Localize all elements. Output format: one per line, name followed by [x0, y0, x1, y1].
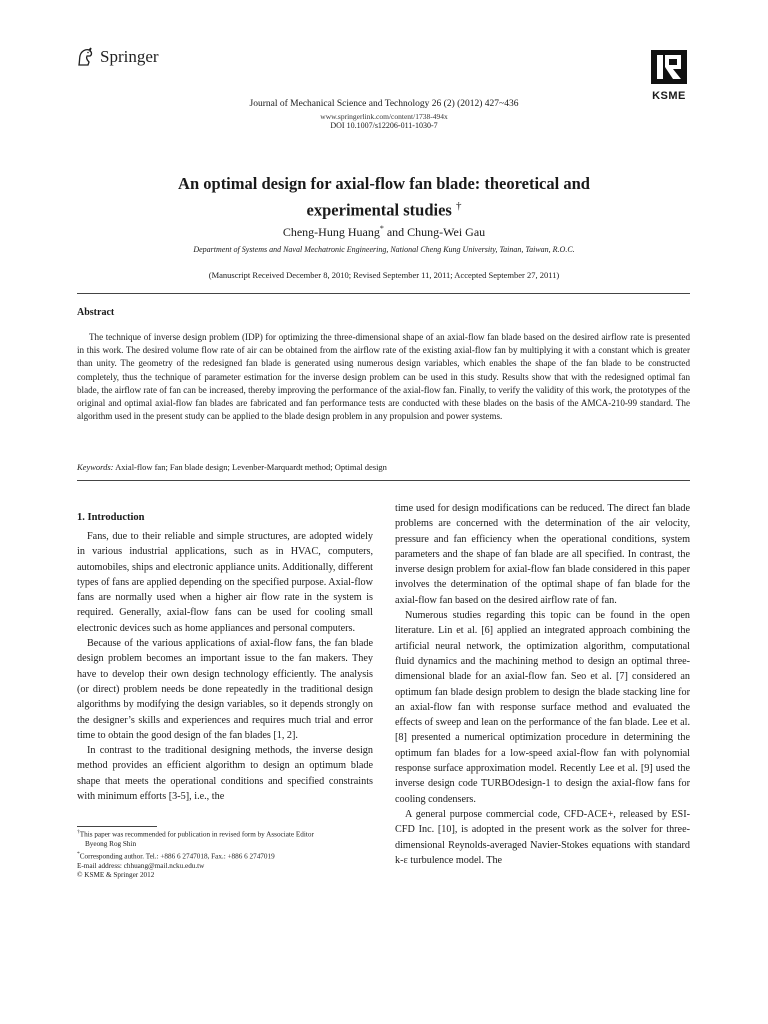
footnote-mark: *	[77, 850, 80, 857]
paragraph: In contrast to the traditional designing methods, the inverse design method provides an efficient algorithm to design an optimum blade shape that meets the operational conditions and specified constraints with minimum efforts [3-5], i.e., the	[77, 745, 373, 803]
title-line-1: An optimal design for axial-flow fan blade: theoretical and	[178, 174, 590, 193]
author-2: and Chung-Wei Gau	[383, 225, 486, 239]
paragraph: A general purpose commercial code, CFD-ACE+, released by ESI-CFD Inc. [10], is adopted in the present work as the solver for three-dimensional Reynolds-averaged Navier-Stokes equations with standard k-ε turbulence model. The	[395, 808, 690, 866]
manuscript-dates: (Manuscript Received December 8, 2010; Revised September 11, 2011; Accepted September 27, 2011)	[208, 270, 560, 280]
keywords	[77, 462, 387, 472]
paragraph: Because of the various applications of axial-flow fans, the fan blade design problem becomes an important issue to the fan makers. They have to develop their own design technology efficiently. The analysis (or direct) problem needs be done repeatedly in the traditional design algorithms by modifying the design variables, so it depends strongly on the designer’s skills and experiences and requires much trial and error time to obtain the good design of the fan blades [1, 2].	[77, 638, 373, 741]
paragraph: Fans, due to their reliable and simple structures, are adopted widely in various industrial applications, such as in HVAC, computers, automobiles, ships and electronic appliance units. Additionally, different types of fans are applied depending on the specified purpose. Axial-flow fans are normally used when a higher air flow rate in the system is required. Generally, axial-flow fans can be used for cooling small electronic devices such as home appliances and personal computers.	[77, 531, 373, 634]
springer-logo	[76, 47, 159, 67]
keywords-label: Keywords:	[77, 462, 114, 472]
footnote-1-cont: Byeong Rog Shin	[85, 839, 137, 848]
footnote-1	[77, 828, 373, 840]
publisher-name: Springer	[100, 47, 159, 66]
divider-top	[77, 293, 690, 294]
ksme-emblem-icon	[651, 50, 687, 84]
section-heading-introduction: 1. Introduction	[77, 512, 145, 523]
ksme-logo	[647, 50, 691, 102]
footnote-text: This paper was recommended for publication in revised form by Associate Editor	[79, 830, 314, 839]
springer-horse-icon	[76, 47, 94, 67]
ksme-text: KSME	[652, 90, 686, 102]
footnote-2	[77, 850, 373, 862]
abstract-heading: Abstract	[77, 307, 115, 318]
footnote-divider	[77, 826, 157, 827]
title-footnote-mark: †	[455, 200, 462, 212]
corresponding-mark: *	[379, 224, 384, 233]
paragraph: time used for design modifications can be reduced. The direct fan blade problems are concerned with the determination of the air velocity, pressure and fan efficiency when the operational conditions, system parameters and the shape of fan blade are all specified. In contrast, the inverse design problem for axial-flow fan blade considered in this paper involves the determination of the optimal shape of fan blade for the axial-flow fan based on the desired airflow rate of fan.	[395, 503, 690, 606]
footnote-mark: †	[77, 829, 80, 835]
authors	[0, 224, 768, 240]
right-column	[395, 501, 690, 868]
copyright: © KSME & Springer 2012	[77, 871, 155, 880]
footnotes	[77, 828, 373, 881]
abstract-body: The technique of inverse design problem (IDP) for optimizing the three-dimensional shape of an axial-flow fan blade based on the desired airflow rate is presented in this work. The desired volume flow rate of air can be obtained from the airflow rate of the existing axial-flow fan by multiplying it with a constant which is greater than unity. The geometry of the redesigned fan blade is generated using numerous design variables, which enables the shape of the fan blade to be constructed completely, thus the technique of parameter estimation for the inverse design problem can be used in this study. Results show that with the redesigned optimal fan blade, the airflow rate of fan can be increased, thereby improving the performance of the axial-flow fan. Finally, to verify the validity of this work, the prototypes of the original and optimal axial-flow fan blades are fabricated and fan performance tests are conducted with these blades on the basis of the AMCA-210-99 standard. The algorithm used in the present study can be applied to the blade design problem in any propulsion and power systems.	[77, 332, 690, 422]
paragraph: Numerous studies regarding this topic can be found in the open literature. Lin et al. [6] applied an integrated approach combining the artificial neural network, the optimization algorithm, computational fluid dynamics and the machining method to design an optimal three-dimensional blade for an axial-flow fan. Seo et al. [7] considered an optimum fan blade design problem to design the blade stacking line for an axial-flow fan with response surface method and evaluated the effects of sweep and lean on the performance of the fan blade. Lee et al. [8] presented a numerical optimization procedure in determining the optimum fan blades for a low-speed axial-flow fan with polynomial response surface approximation model. Recently Lee et al. [9] used the inverse design code TURBOdesign-1 to design the axial-flow fans for cooling condensers.	[395, 610, 690, 805]
title-line-2: experimental studies	[306, 200, 452, 220]
journal-citation: Journal of Mechanical Science and Technology 26 (2) (2012) 427~436	[249, 99, 519, 109]
footnote-text: Corresponding author. Tel.: +886 6 2747018, Fax.: +886 6 2747019	[79, 851, 275, 860]
doi: DOI 10.1007/s12206-011-1030-7	[330, 121, 438, 130]
divider-bottom	[77, 480, 690, 481]
author-1: Cheng-Hung Huang	[282, 225, 380, 239]
journal-url: www.springerlink.com/content/1738-494x	[320, 112, 448, 121]
article-title	[0, 173, 768, 222]
footnote-email: E-mail address: chhuang@mail.ncku.edu.tw	[77, 861, 205, 870]
affiliation: Department of Systems and Naval Mechatronic Engineering, National Cheng Kung University, Tainan, Taiwan, R.O.C.	[193, 245, 575, 254]
left-column	[77, 529, 373, 804]
keywords-list: Axial-flow fan; Fan blade design; Levenber-Marquardt method; Optimal design	[113, 462, 387, 472]
